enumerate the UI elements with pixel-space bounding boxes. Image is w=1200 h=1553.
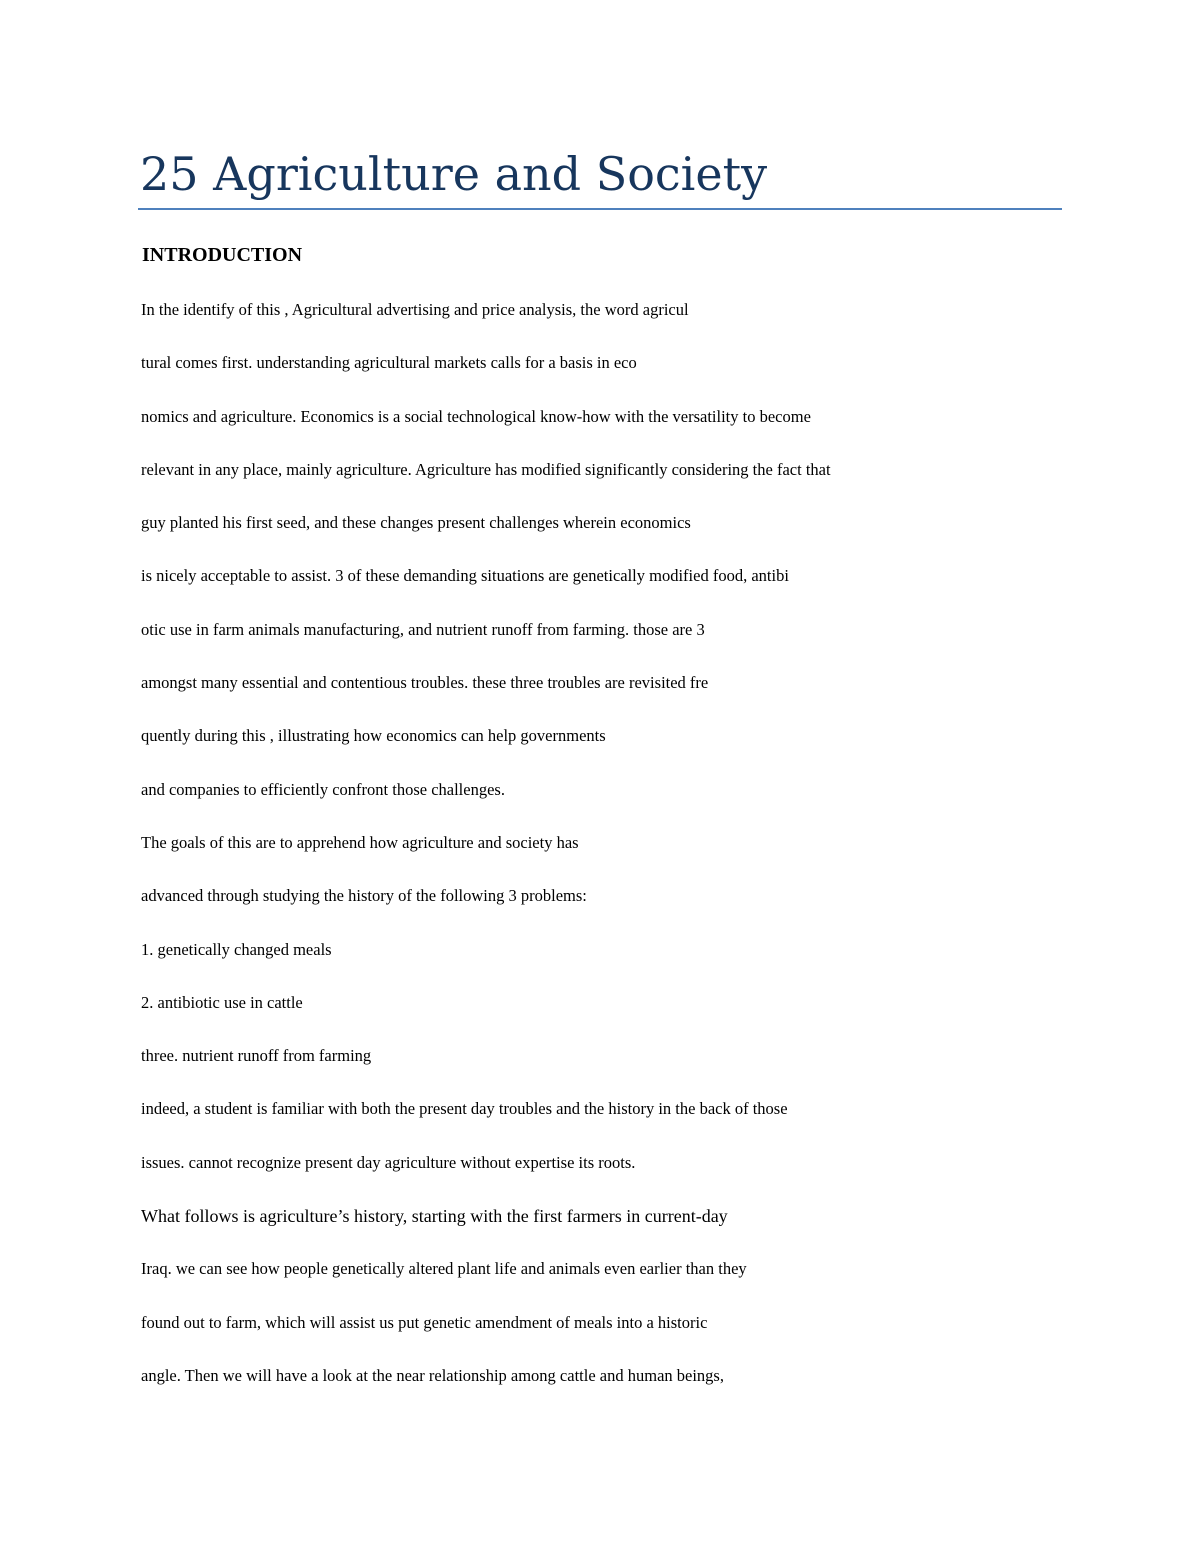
- document-title: 25 Agriculture and Society: [140, 147, 768, 201]
- list-item-2: 2. antibiotic use in cattle: [141, 992, 303, 1012]
- body-line: and companies to efficiently confront those challenges.: [141, 779, 505, 799]
- body-line: In the identify of this , Agricultural advertising and price analysis, the word agricul: [141, 300, 689, 319]
- body-line: found out to farm, which will assist us put genetic amendment of meals into a historic: [141, 1312, 708, 1332]
- title-underline-rule: [138, 208, 1062, 210]
- body-line: advanced through studying the history of the following 3 problems:: [141, 886, 587, 906]
- body-line: Iraq. we can see how people genetically altered plant life and animals even earlier than they: [141, 1259, 747, 1279]
- body-line: quently during this , illustrating how economics can help governments: [141, 726, 606, 746]
- body-line: otic use in farm animals manufacturing, and nutrient runoff from farming. those are 3: [141, 619, 705, 639]
- body-line: angle. Then we will have a look at the near relationship among cattle and human beings,: [141, 1365, 724, 1385]
- list-item-3: three. nutrient runoff from farming: [141, 1046, 372, 1066]
- list-item-1: 1. genetically changed meals: [141, 939, 332, 959]
- body-line: What follows is agriculture’s history, starting with the first farmers in current-day: [141, 1206, 728, 1227]
- body-line: is nicely acceptable to assist. 3 of these demanding situations are genetically modified food, antibi: [141, 566, 789, 586]
- body-line: tural comes first. understanding agricultural markets calls for a basis in eco: [141, 353, 637, 373]
- body-text: [141, 297, 831, 1416]
- body-line: guy planted his first seed, and these changes present challenges wherein economics: [141, 513, 691, 533]
- body-line: issues. cannot recognize present day agriculture without expertise its roots.: [141, 1152, 636, 1172]
- body-line: indeed, a student is familiar with both the present day troubles and the history in the back of those: [141, 1099, 788, 1119]
- body-line: relevant in any place, mainly agriculture. Agriculture has modified significantly considering the fact that: [141, 459, 831, 479]
- body-line: nomics and agriculture. Economics is a social technological know-how with the versatility to become: [141, 406, 811, 426]
- section-heading-introduction: INTRODUCTION: [142, 244, 303, 266]
- body-line: amongst many essential and contentious troubles. these three troubles are revisited fre: [141, 673, 709, 693]
- body-line: The goals of this are to apprehend how agriculture and society has: [141, 832, 579, 852]
